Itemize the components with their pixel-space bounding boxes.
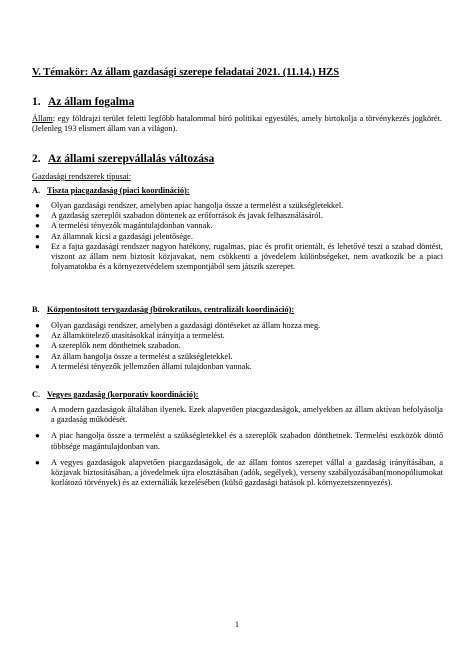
list-item: ● A gazdaság szereplői szabadon döntenek az erőforrások és javak felhasználásáról. — [35, 211, 323, 221]
section-2-number: 2. — [32, 153, 41, 165]
group-b-title: Központosított tervgazdaság (bürokratikus, centralizált koordináció): — [47, 305, 295, 314]
bullet-icon: ● — [35, 321, 40, 330]
bullet-icon: ● — [35, 231, 40, 241]
list-item: ● A modern gazdaságok általában ilyenek. Ezek alapvetően piacgazdaságok, amelyekben az állam aktívan befolyásolja a gazdaság működését. — [35, 405, 443, 425]
list-item: ● A vegyes gazdaságok alapvetően piacgazdaságok, de az állam fontos szerepet vállal a gazdaság irányításában, a közjavak biztosításában, a jövedelmek újra elosztásában (adók, segélyek), verseny szabályozásában(monopóliumokat korlátozó törvények) és az externáliák kezelésében (külső gazdasági hatások pl. környezetszennyezés). — [35, 457, 443, 488]
bullet-icon: ● — [35, 351, 40, 361]
bullet-icon: ● — [35, 201, 40, 210]
bullet-icon: ● — [35, 431, 40, 441]
section-1-title: Az állam fogalma — [48, 96, 135, 108]
section-1-number: 1. — [32, 96, 41, 108]
section-1-heading — [32, 96, 134, 108]
economic-systems-subheading: Gazdasági rendszerek típusai: — [32, 172, 132, 181]
bullet-icon: ● — [35, 457, 40, 467]
section-2-heading — [32, 153, 214, 165]
group-b-list — [32, 321, 443, 372]
list-item: ● Az államkötelező utasításokkal irányítja a termelést. — [35, 331, 225, 341]
bullet-icon: ● — [35, 341, 40, 351]
group-a-title: Tiszta piacgazdaság (piaci koordináció): — [47, 186, 190, 195]
list-item: ● Olyan gazdasági rendszer, amelyben apiac hangolja össze a termelést a szükségletekkel. — [35, 201, 344, 210]
section-2-title: Az állami szerepvállalás változása — [48, 153, 215, 165]
bullet-icon: ● — [35, 211, 40, 221]
list-item: ● Ez a fajta gazdasági rendszer nagyon hatékony, rugalmas, piac és profit orientált, és lehetővé teszi a szabad döntést, viszont az állam nem biztosít közjavakat, nem csökkenti a jövedelem különbségeket, nem avatkozik be a piaci folyamatokba és a környezetvédelem szempontjából sem játszik szerepet. — [35, 241, 443, 272]
bullet-icon: ● — [35, 241, 40, 251]
list-item: ● Az állam hangolja össze a termelést a szükségletekkel. — [35, 351, 233, 361]
group-b-letter: B. — [32, 305, 40, 314]
state-term: Állam — [32, 114, 53, 123]
bullet-icon: ● — [35, 405, 40, 414]
list-item: ● A termelési tényezők jellemzően állami tulajdonban vannak. — [35, 361, 252, 371]
group-c-letter: C. — [32, 390, 41, 399]
list-item: ● Az államnak kicsi a gazdasági jelentősége. — [35, 231, 193, 241]
document-title: V. Témakör: Az állam gazdasági szerepe feladatai 2021. (11.14.) HZS — [32, 67, 340, 78]
group-c-title: Vegyes gazdaság (korporatív koordináció): — [47, 390, 199, 399]
page-number: 1 — [235, 620, 239, 629]
state-definition — [32, 114, 442, 134]
group-c-heading — [32, 390, 199, 399]
bullet-icon: ● — [35, 221, 40, 231]
list-item: ● A szereplők nem dönthetnek szabadon. — [35, 341, 181, 351]
group-a-letter: A. — [32, 186, 41, 195]
group-c-list — [32, 405, 443, 491]
list-item: ● A piac hangolja össze a termelést a szükségletekkel és a szereplők szabadon dönthetnek. Termelési eszközök döntő többsége magántulajdonban van. — [35, 431, 443, 451]
group-a-list — [32, 201, 443, 272]
group-a-heading — [32, 186, 190, 195]
bullet-icon: ● — [35, 331, 40, 341]
state-definition-text: : egy földrajzi terület feletti legfőbb hatalommal bíró politikai egyesülés, amely birtokolja a törvénykezés jogkörét. (Jelenleg 193 elismert állam van a világon). — [32, 114, 442, 134]
group-b-heading — [32, 305, 294, 314]
list-item: ● A termelési tényezők magántulajdonban vannak. — [35, 221, 213, 231]
bullet-icon: ● — [35, 361, 40, 371]
list-item: ● Olyan gazdasági rendszer, amelyben a gazdasági döntéseket az állam hozza meg. — [35, 321, 321, 330]
